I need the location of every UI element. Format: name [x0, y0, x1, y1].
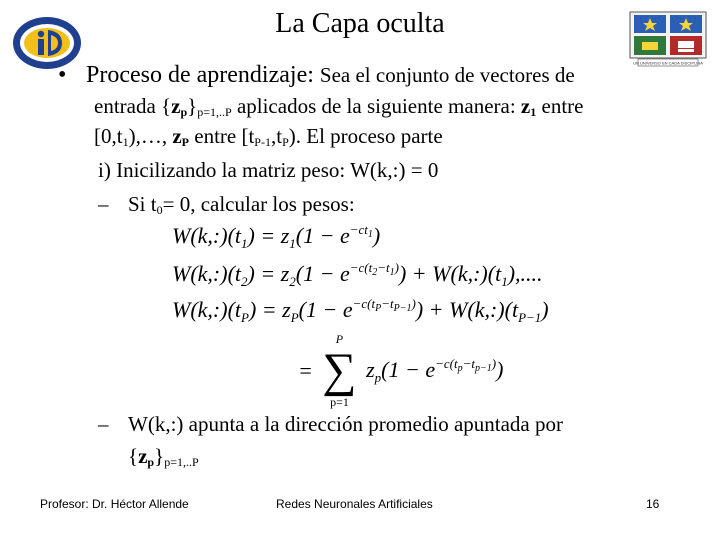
sub-bullet-weights: – Si $t_0= 0$, calcular los pesos: [98, 192, 355, 217]
bullet-process [58, 62, 575, 89]
bullet-rest: Sea el conjunto de vectores de [319, 63, 575, 87]
crest-banner-text: UN UNIVERSO EN CADA DISCIPLINA [633, 60, 703, 66]
summation-symbol: ∑ [322, 344, 357, 397]
equation-2: $W(k,:)(t_2) = z_2(1 - e^{-c(t_2-t_1)})$ + $W(k,:)(t_1)$,.... [172, 260, 543, 289]
footer-author: Profesor: Dr. Héctor Allende [40, 497, 189, 511]
sum-upper-limit: P [335, 332, 344, 346]
equation-3: $W(k,:)(t_P) = z_P(1 - e^{-c(t_P-t_{P-1})})$ + $W(k,:)(t_{P-1})$ [172, 296, 549, 325]
crest-logo [628, 10, 708, 68]
text-line-3: $[0,t_1),\dots$, $z_P$ entre $[t_{P-1},t_P)$. El proceso parte [94, 124, 443, 149]
sum-lower-limit: p=1 [330, 395, 349, 409]
slide-title: La Capa oculta [275, 8, 445, 39]
equation-4: = P ∑ p=1 $z_p(1 - e^{-c(t_p-t_{p-1})})$ [298, 332, 504, 409]
step-initialize: i) Inicilizando la matriz peso: W(k,:) = 0 [98, 158, 439, 182]
footer-page-number: 16 [646, 497, 660, 511]
sub-bullet-direction: – W(k,:) apunta a la dirección promedio apuntada por [98, 412, 563, 436]
bullet-symbol: • [58, 62, 67, 88]
equation-1: $W(k,:)(t_1) = z_1(1 - e^{-ct_1})$ [172, 222, 381, 251]
bullet-lead: Proceso de aprendizaje: [86, 62, 314, 88]
sub-bullet-direction-cont: $\{z_p\}_{p=1,..P}$ [128, 444, 199, 469]
footer-course: Redes Neuronales Artificiales [276, 497, 433, 511]
text-line-2: entrada $\{z_p\}_{p=1,..P}$ aplicados de la siguiente manera: $z_1$ entre [94, 94, 584, 119]
